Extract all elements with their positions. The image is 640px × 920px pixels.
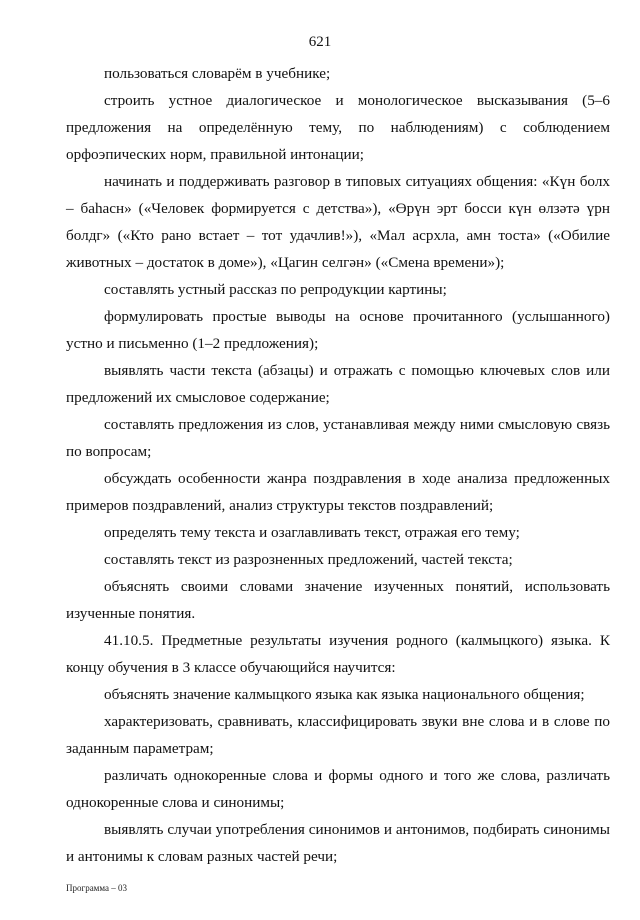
paragraph: обсуждать особенности жанра поздравления в ходе анализа предложенных примеров поздравлений, анализ структуры текстов поздравлений;: [66, 470, 610, 514]
document-body: [66, 60, 610, 870]
paragraph: выявлять части текста (абзацы) и отражать с помощью ключевых слов или предложений их смысловое содержание;: [66, 362, 610, 406]
paragraph: составлять устный рассказ по репродукции картины;: [104, 281, 447, 298]
paragraph: определять тему текста и озаглавливать текст, отражая его тему;: [104, 524, 520, 541]
paragraph: объяснять значение калмыцкого языка как языка национального общения;: [104, 686, 585, 703]
paragraph: составлять предложения из слов, устанавливая между ними смысловую связь по вопросам;: [66, 416, 610, 460]
paragraph: различать однокоренные слова и формы одного и того же слова, различать однокоренные слова и синонимы;: [66, 767, 610, 811]
paragraph: пользоваться словарём в учебнике;: [104, 65, 331, 82]
section-heading-paragraph: 41.10.5. Предметные результаты изучения родного (калмыцкого) языка. К концу обучения в 3 классе обучающийся научится:: [66, 632, 610, 676]
paragraph: формулировать простые выводы на основе прочитанного (услышанного) устно и письменно (1–2 предложения);: [66, 308, 610, 352]
paragraph: характеризовать, сравнивать, классифицировать звуки вне слова и в слове по заданным параметрам;: [66, 713, 610, 757]
paragraph: объяснять своими словами значение изученных понятий, использовать изученные понятия.: [66, 578, 610, 622]
paragraph: составлять текст из разрозненных предложений, частей текста;: [104, 551, 513, 568]
paragraph: строить устное диалогическое и монологическое высказывания (5–6 предложения на определённую тему, по наблюдениям) с соблюдением орфоэпических норм, правильной интонации;: [66, 92, 610, 163]
page-number: 621: [308, 34, 332, 50]
paragraph: начинать и поддерживать разговор в типовых ситуациях общения: «Күн болх – баһасн» («Человек формируется с детства»), «Өрүн эрт босси күн өлзәтә үрн болдг» («Кто рано встает – тот удачлив!»), «Мал асрхла, амн тоста» («Обилие животных – достаток в доме»), «Цагин селгән» («Смена времени»);: [66, 173, 610, 271]
paragraph: выявлять случаи употребления синонимов и антонимов, подбирать синонимы и антонимы к словам разных частей речи;: [66, 821, 610, 865]
footer-label: Программа – 03: [66, 883, 128, 893]
